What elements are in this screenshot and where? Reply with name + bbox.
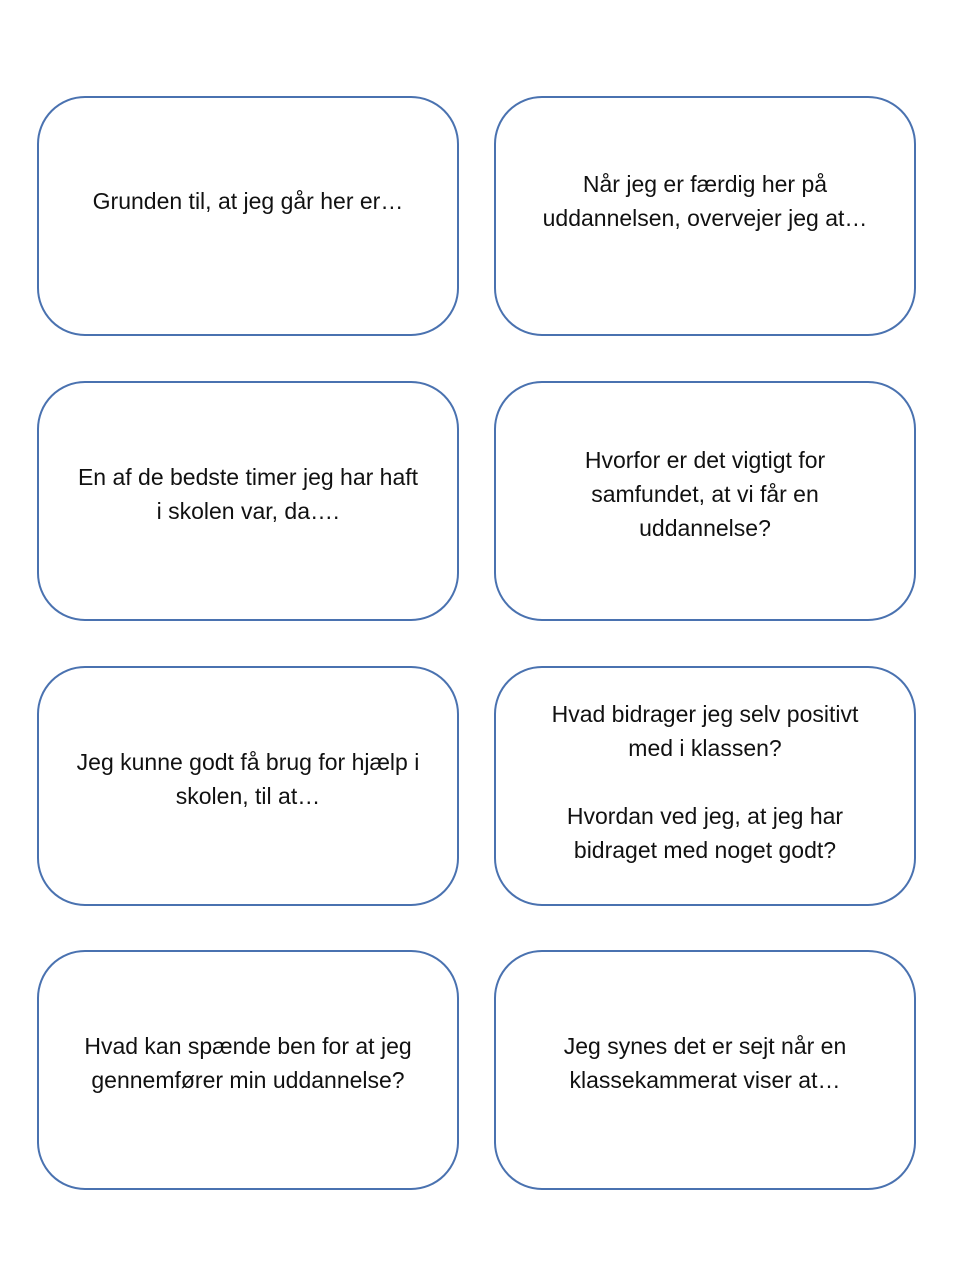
card-8: [494, 950, 916, 1190]
card-1: [37, 96, 459, 336]
card-8-text: Jeg synes det er sejt når en klassekammerat viser at…: [563, 1033, 847, 1093]
card-3-text: En af de bedste timer jeg har haft i skolen var, da….: [77, 464, 419, 524]
card-4-text: Hvorfor er det vigtigt for samfundet, at vi får en uddannelse?: [584, 447, 826, 541]
card-6-text: Hvad bidrager jeg selv positivt med i klassen? Hvordan ved jeg, at jeg har bidraget med noget godt?: [551, 701, 859, 863]
card-7-text: Hvad kan spænde ben for at jeg gennemfører min uddannelse?: [84, 1033, 412, 1093]
card-2-text: Når jeg er færdig her på uddannelsen, overvejer jeg at…: [542, 171, 868, 231]
card-7: [37, 950, 459, 1190]
card-3: [37, 381, 459, 621]
card-5-text: Jeg kunne godt få brug for hjælp i skolen, til at…: [76, 749, 420, 809]
card-5: [37, 666, 459, 906]
card-4: [494, 381, 916, 621]
card-2: [494, 96, 916, 336]
card-1-text: Grunden til, at jeg går her er…: [92, 188, 404, 214]
card-6: [494, 666, 916, 906]
